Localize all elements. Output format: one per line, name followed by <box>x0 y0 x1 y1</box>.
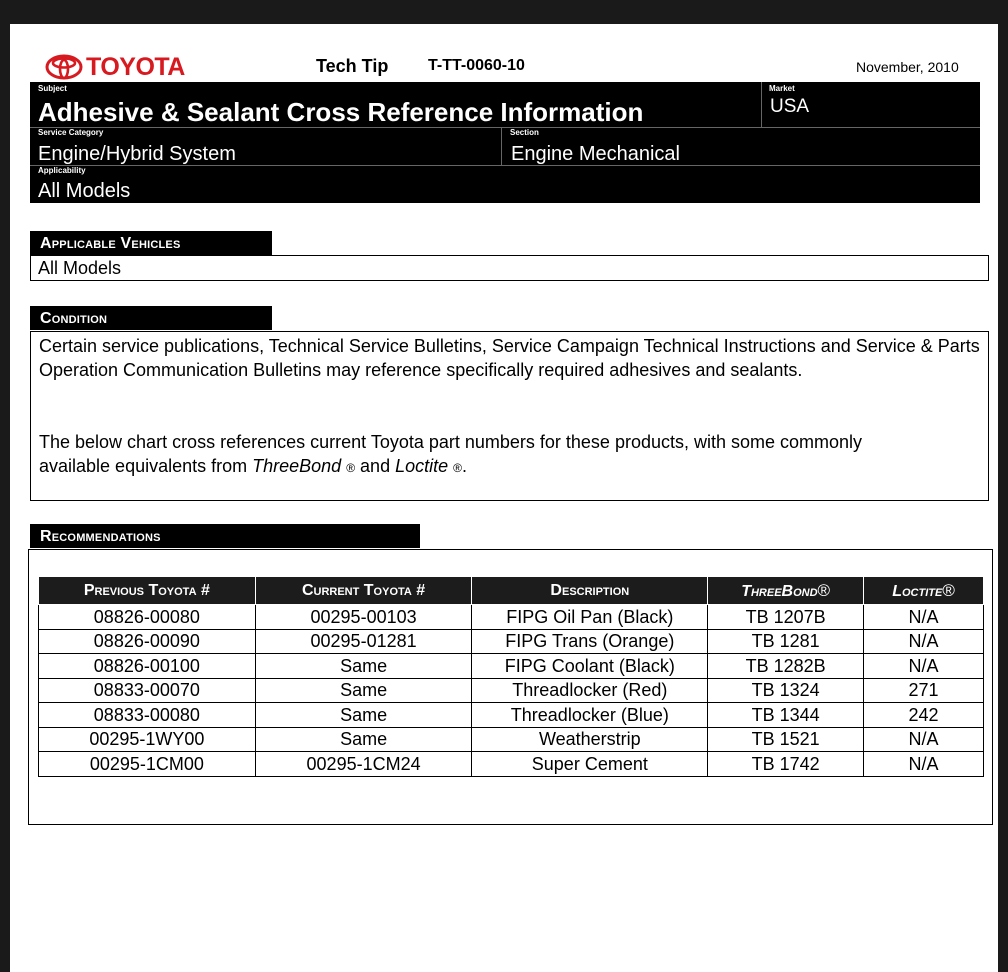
document-page <box>10 24 998 972</box>
table-row: 08826-00090 00295-01281 FIPG Trans (Orange) TB 1281 N/A <box>39 629 984 654</box>
applicability-label: Applicability <box>38 166 86 175</box>
table-row: 00295-1CM00 00295-1CM24 Super Cement TB 1742 N/A <box>39 752 984 777</box>
section-label: Section <box>510 128 539 137</box>
market-value: USA <box>770 96 810 117</box>
col-current-toyota: Current Toyota # <box>255 577 472 605</box>
table-row: 08833-00080 Same Threadlocker (Blue) TB 1344 242 <box>39 703 984 728</box>
applicable-vehicles-text: All Models <box>38 258 122 278</box>
table-row: 08833-00070 Same Threadlocker (Red) TB 1324 271 <box>39 678 984 703</box>
table-header-row <box>39 577 984 605</box>
publication-date: November, 2010 <box>856 59 959 75</box>
table-row: 08826-00080 00295-00103 FIPG Oil Pan (Black) TB 1207B N/A <box>39 605 984 630</box>
tip-number: T-TT-0060-10 <box>428 57 525 74</box>
header-block <box>30 82 980 203</box>
col-description: Description <box>472 577 708 605</box>
service-category-value: Engine/Hybrid System <box>38 143 236 165</box>
condition-paragraph-2: The below chart cross references current Toyota part numbers for these products, with some commonly available equivalents from ThreeBond ® and Loctite ®. <box>39 432 863 476</box>
service-category-label: Service Category <box>38 128 104 137</box>
col-previous-toyota: Previous Toyota # <box>39 577 256 605</box>
col-threebond: ThreeBond® <box>708 577 864 605</box>
subject-title: Adhesive & Sealant Cross Reference Information <box>38 97 644 127</box>
toyota-emblem-icon <box>45 54 83 80</box>
applicability-value: All Models <box>38 180 131 202</box>
market-label: Market <box>769 84 795 93</box>
col-loctite: Loctite® <box>864 577 984 605</box>
condition-box <box>30 331 989 501</box>
table-row: 00295-1WY00 Same Weatherstrip TB 1521 N/A <box>39 727 984 752</box>
cross-reference-table <box>38 576 984 777</box>
table-row: 08826-00100 Same FIPG Coolant (Black) TB 1282B N/A <box>39 654 984 679</box>
condition-heading: Condition <box>30 306 272 330</box>
tech-tip-label: Tech Tip <box>316 56 389 76</box>
condition-paragraph-1: Certain service publications, Technical Service Bulletins, Service Campaign Technical Instructions and Service & Parts Operation Communication Bulletins may reference specifically required adhesives and sealants. <box>39 336 980 380</box>
applicable-vehicles-box <box>30 255 989 281</box>
toyota-logo <box>45 54 185 80</box>
subject-label: Subject <box>38 84 67 93</box>
brand-name: TOYOTA <box>86 52 185 81</box>
applicable-vehicles-heading: Applicable Vehicles <box>30 231 272 255</box>
recommendations-heading: Recommendations <box>30 524 420 548</box>
section-value: Engine Mechanical <box>511 143 680 165</box>
